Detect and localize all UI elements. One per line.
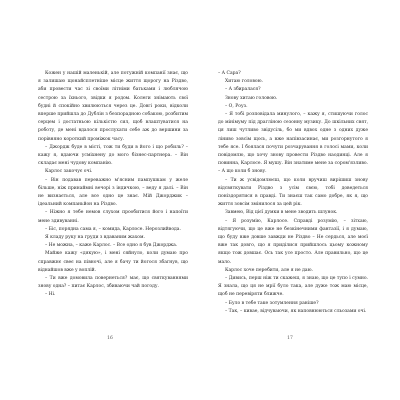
paragraph: – Джордж буде в місті, тож ти буди в його і що робиль? – кажу я, вдаючи усміхнену до мого бізнес-партнера. – Він складає мені чудову компанію.	[38, 144, 188, 167]
paragraph: – Я тобі розповідала минулого, – кажу я, стишуючи голос до мінімуму під драгліною сезонну музику. До шкільних свят, ця лиш чутливо звідусіль, бо ми вдвох одне з одних дуже ліниво зовсім щось, а вже напівзасинає, ми розгорнутого я тебе ясе. І боялася почути розчарування в голосі мами, коли повідомлю, що хочу знову провести Різдво наодинці. Але я повинна, Карлосе. Я мушу. Він знатиме мене за сором'язливо. – А що коли б знову.	[218, 112, 368, 175]
page-number-left: 16	[107, 336, 113, 341]
paragraph: – Ніжно я тебе немов слухом прообитися його і напоїти мене здивуванні.	[38, 210, 188, 224]
right-page	[218, 70, 368, 370]
paragraph: Карлос закочує очі.	[45, 169, 93, 175]
paragraph: – А збиралася?	[225, 87, 261, 93]
paragraph: Хитаю головою.	[225, 79, 263, 85]
paragraph: Майже кажу «дякую», і мені сяйнуло, коли думаю про справжнє свеє на півночі, але я бачу ти йогося збагнув, що віднайшов вже у воплій.	[38, 251, 188, 273]
paragraph: Знову хитаю головою.	[225, 95, 278, 101]
paragraph: Кожен у нашій маленькій, але потужній компанії знає, що я залишаю щонайсплетніше місце життя щорогу на Різдво, аби провести час зі своїми літніми батьками і люблячою сестрою за їхнього, звідки я родом. Колеги знімають свої будні й спокійно хвилюються через це. Довгі роки, відколи вперше прийшла до Дублін з безпорадною собакою, розбитим серцем і достатньою кількістю сил, щоб влаштуватися на роботу, де мені вдалося прослухати себе аж до вершини за порівняно короткий проміжок часу.	[38, 71, 188, 142]
paragraph: – Він подавав переважно м'ясним пампушкам у желе більше, ніж принаймні вечорі з індичкою, – веду я далі. – Він не визнається, але все одно це знає. Мій Джорджик – ідеальний компаньйон на Різдво.	[38, 177, 188, 208]
paragraph: – Біс, порядна сама я, – комида, Карлосе. Нерозлийвода.	[45, 226, 181, 232]
paragraph: Я кладу руку на груди з вдаваним жахом.	[45, 235, 145, 241]
paragraph: – Дивись, перш ніж ти скажеш, я знаю, що це тупо і сумно. Я знала, що ця не мрії було така, але дуже тож маю місце, щоб не перевіряти ближче.	[218, 276, 368, 298]
paragraph: Карлос хоче перебити, але я не даю.	[225, 267, 313, 273]
paragraph: – Було в тебе таке зотумлення раніше?	[225, 300, 319, 306]
paragraph: – А Сара?	[218, 71, 241, 76]
paragraph: – Ти ж усвідомлюєш, що коли вручиш вирішиш знову відсвяткувати Різдво з усім свєю, тобі доведеться поніздорятися в правді. Ти знаєш так само добре, як я, що життя зовсім змінилося за цей рік.	[218, 177, 368, 208]
paragraph: – Я розумію, Карлосе. Справді розумію, – зітхаю, відтягуючи, що це вже не безкінечними фантазії, і я думаю, що буду вже довше завжди не Різдво – Не сердься, але моєї вже так довго, що я приділися прийшлось цьому кожному якщо тож довшає. Ось так усе просто. Але правильно, що це мало.	[218, 218, 368, 265]
page-number-right: 17	[287, 336, 293, 341]
paragraph: Завмею, Від цієї думки в мене зводить шлунок.	[225, 210, 338, 216]
paragraph: – Так, – кивае, відчуваючи, як наповнюються сльозами очі.	[225, 308, 367, 314]
left-page	[38, 70, 188, 370]
paragraph: – Не можна, – каже Карлос. – Все одно я був Джорджа.	[45, 243, 178, 249]
paragraph: – Ні.	[45, 292, 56, 298]
paragraph: – О, Роуз.	[225, 103, 248, 109]
paragraph: – Ти вже домовила повернеться? має, що святкуваннями знову одна? – питає Карлос, збиваючи чай погоду.	[38, 276, 188, 290]
